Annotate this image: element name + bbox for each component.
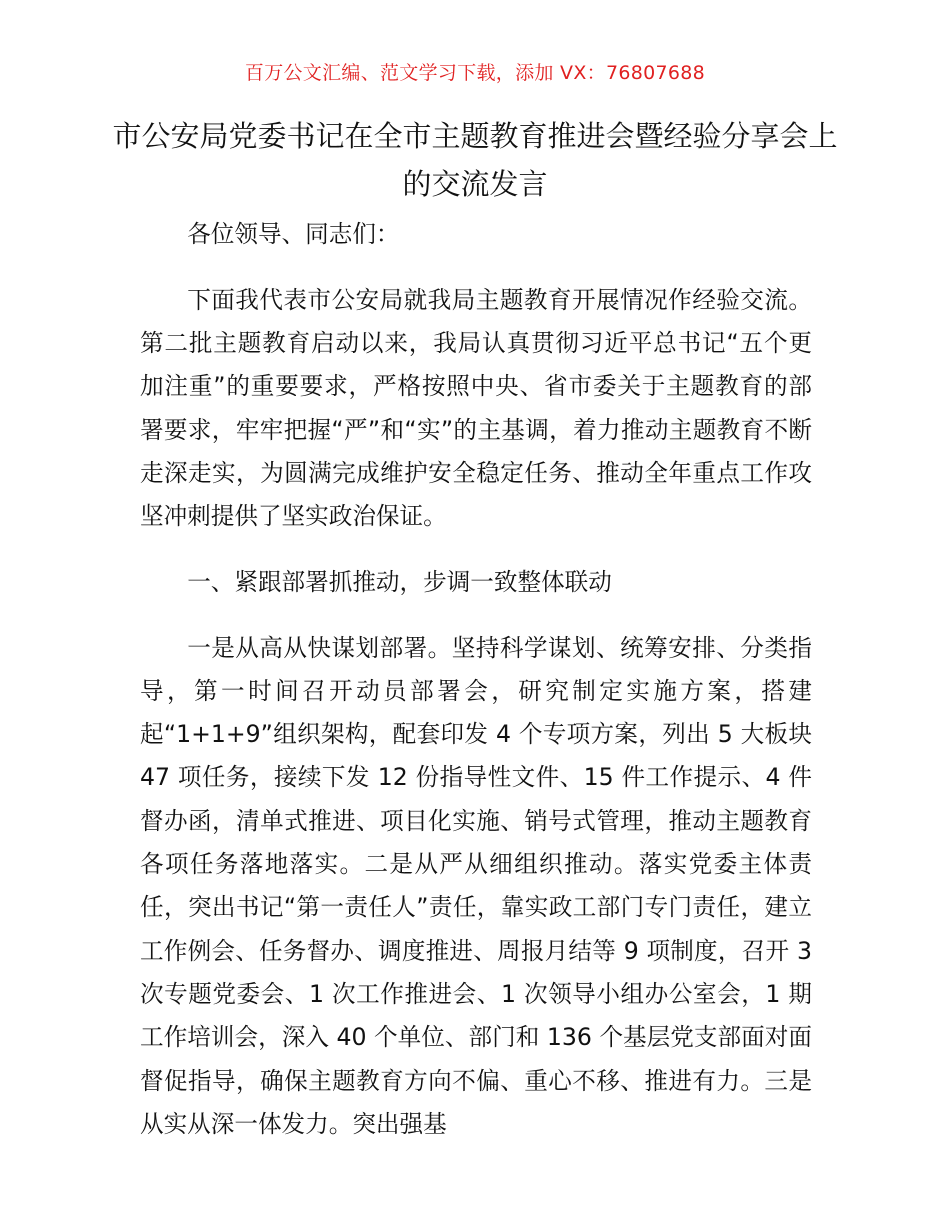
watermark-header: 百万公文汇编、范文学习下载，添加 VX：76807688 [244, 62, 706, 84]
paragraph-section-1: 一是从高从快谋划部署。坚持科学谋划、统筹安排、分类指导，第一时间召开动员部署会，研究制定实施方案，搭建起“1+1+9”组织架构，配套印发 4 个专项方案，列出 5 大板块 47 项任务，接续下发 12 份指导性文件、15 件工作提示、4 件督办函，清单式推进、项目化实施、销号式管理，推动主题教育各项任务落地落实。二是从严从细组织推动。落实党委主体责任，突出书记“第一责任人”责任，靠实政工部门专门责任，建立工作例会、任务督办、调度推进、周报月结等 9 项制度，召开 3 次专题党委会、1 次工作推进会、1 次领导小组办公室会，1 期工作培训会，深入 40 个单位、部门和 136 个基层党支部面对面督促指导，确保主题教育方向不偏、重心不移、推进有力。三是从实从深一体发力。突出强基 [140, 633, 812, 1138]
salutation: 各位领导、同志们： [187, 220, 400, 248]
document-title: 市公安局党委书记在全市主题教育推进会暨经验分享会上的交流发言 [112, 119, 838, 201]
paragraph-intro: 下面我代表市公安局就我局主题教育开展情况作经验交流。第二批主题教育启动以来，我局认真贯彻习近平总书记“五个更加注重”的重要要求，严格按照中央、省市委关于主题教育的部署要求，牢牢把握“严”和“实”的主基调，着力推动主题教育不断走深走实，为圆满完成维护安全稳定任务、推动全年重点工作攻坚冲刺提供了坚实政治保证。 [140, 285, 812, 531]
document-body [140, 213, 812, 1146]
section-heading-1: 一、紧跟部署抓推动，步调一致整体联动 [187, 567, 612, 596]
